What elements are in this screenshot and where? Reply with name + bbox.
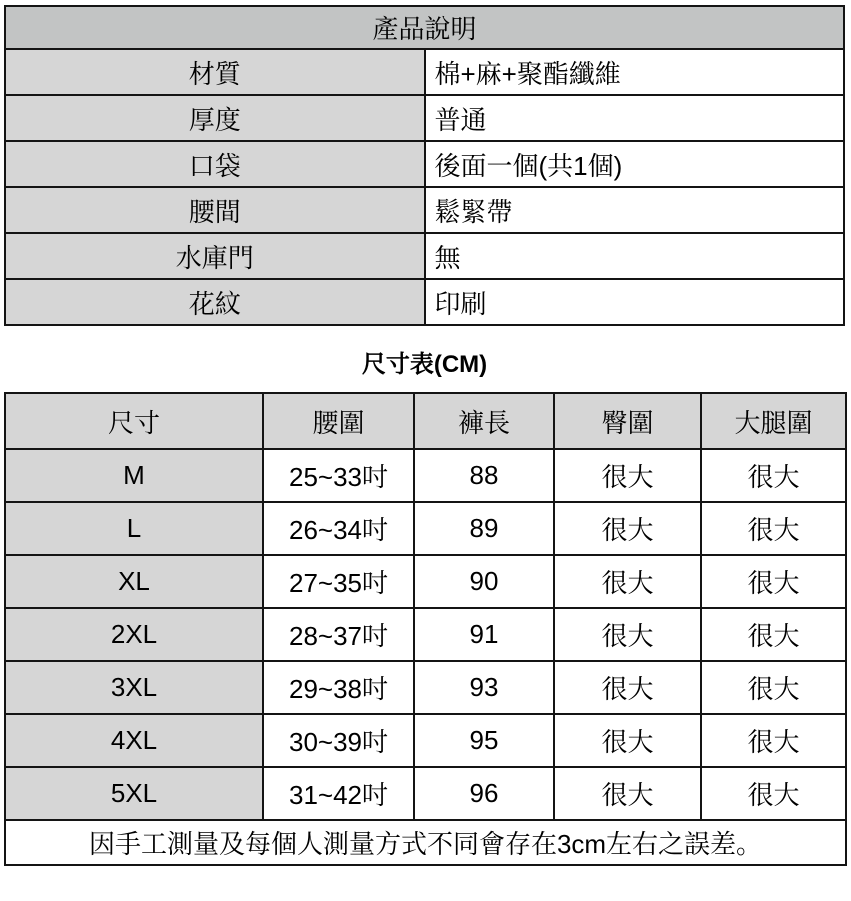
spec-label: 水庫門 xyxy=(5,233,425,279)
size-cell: XL xyxy=(5,555,263,608)
spec-value: 無 xyxy=(425,233,845,279)
spec-row-thickness xyxy=(5,95,844,141)
spec-row-material xyxy=(5,49,844,95)
measurement-note: 因手工測量及每個人測量方式不同會存在3cm左右之誤差。 xyxy=(5,820,846,865)
size-cell: 29~38吋 xyxy=(263,661,414,714)
spec-label: 口袋 xyxy=(5,141,425,187)
size-cell: 2XL xyxy=(5,608,263,661)
size-cell: 26~34吋 xyxy=(263,502,414,555)
spec-value: 普通 xyxy=(425,95,845,141)
size-cell: 27~35吋 xyxy=(263,555,414,608)
size-header-thigh: 大腿圍 xyxy=(701,393,846,449)
size-cell: 很大 xyxy=(701,767,846,820)
spec-label: 材質 xyxy=(5,49,425,95)
size-cell: 很大 xyxy=(701,502,846,555)
spec-label: 花紋 xyxy=(5,279,425,325)
size-cell: 89 xyxy=(414,502,554,555)
spec-value: 後面一個(共1個) xyxy=(425,141,845,187)
size-cell: 很大 xyxy=(554,767,701,820)
size-cell: 96 xyxy=(414,767,554,820)
size-row-m xyxy=(5,449,846,502)
spec-row-waist xyxy=(5,187,844,233)
size-cell: 很大 xyxy=(554,608,701,661)
spec-table-title: 產品說明 xyxy=(5,6,844,49)
spec-value: 印刷 xyxy=(425,279,845,325)
size-cell: 很大 xyxy=(701,449,846,502)
spec-row-pattern xyxy=(5,279,844,325)
spec-label: 腰間 xyxy=(5,187,425,233)
size-cell: 很大 xyxy=(554,449,701,502)
size-header-waist: 腰圍 xyxy=(263,393,414,449)
size-cell: 95 xyxy=(414,714,554,767)
spec-value: 棉+麻+聚酯纖維 xyxy=(425,49,845,95)
size-chart-title: 尺寸表(CM) xyxy=(361,351,488,378)
size-cell: 很大 xyxy=(701,661,846,714)
size-cell: 4XL xyxy=(5,714,263,767)
product-spec-table xyxy=(4,5,845,326)
size-cell: 很大 xyxy=(554,502,701,555)
size-cell: M xyxy=(5,449,263,502)
size-cell: 25~33吋 xyxy=(263,449,414,502)
size-row-5xl xyxy=(5,767,846,820)
spec-title-row xyxy=(5,6,844,49)
size-header-length: 褲長 xyxy=(414,393,554,449)
size-cell: 88 xyxy=(414,449,554,502)
size-cell: 93 xyxy=(414,661,554,714)
spec-row-fly xyxy=(5,233,844,279)
size-note-row xyxy=(5,820,846,865)
spec-row-pocket xyxy=(5,141,844,187)
spec-label: 厚度 xyxy=(5,95,425,141)
size-cell: 28~37吋 xyxy=(263,608,414,661)
size-header-hip: 臀圍 xyxy=(554,393,701,449)
size-row-2xl xyxy=(5,608,846,661)
size-cell: 很大 xyxy=(554,555,701,608)
size-cell: 30~39吋 xyxy=(263,714,414,767)
size-header-row xyxy=(5,393,846,449)
size-cell: 5XL xyxy=(5,767,263,820)
size-cell: 很大 xyxy=(701,608,846,661)
size-cell: 很大 xyxy=(701,555,846,608)
size-cell: L xyxy=(5,502,263,555)
size-cell: 3XL xyxy=(5,661,263,714)
size-cell: 31~42吋 xyxy=(263,767,414,820)
size-row-4xl xyxy=(5,714,846,767)
size-cell: 90 xyxy=(414,555,554,608)
spec-value: 鬆緊帶 xyxy=(425,187,845,233)
size-cell: 很大 xyxy=(554,714,701,767)
size-row-l xyxy=(5,502,846,555)
size-chart-table xyxy=(4,392,847,866)
size-header-size: 尺寸 xyxy=(5,393,263,449)
size-cell: 很大 xyxy=(701,714,846,767)
size-row-3xl xyxy=(5,661,846,714)
size-cell: 很大 xyxy=(554,661,701,714)
size-cell: 91 xyxy=(414,608,554,661)
size-row-xl xyxy=(5,555,846,608)
